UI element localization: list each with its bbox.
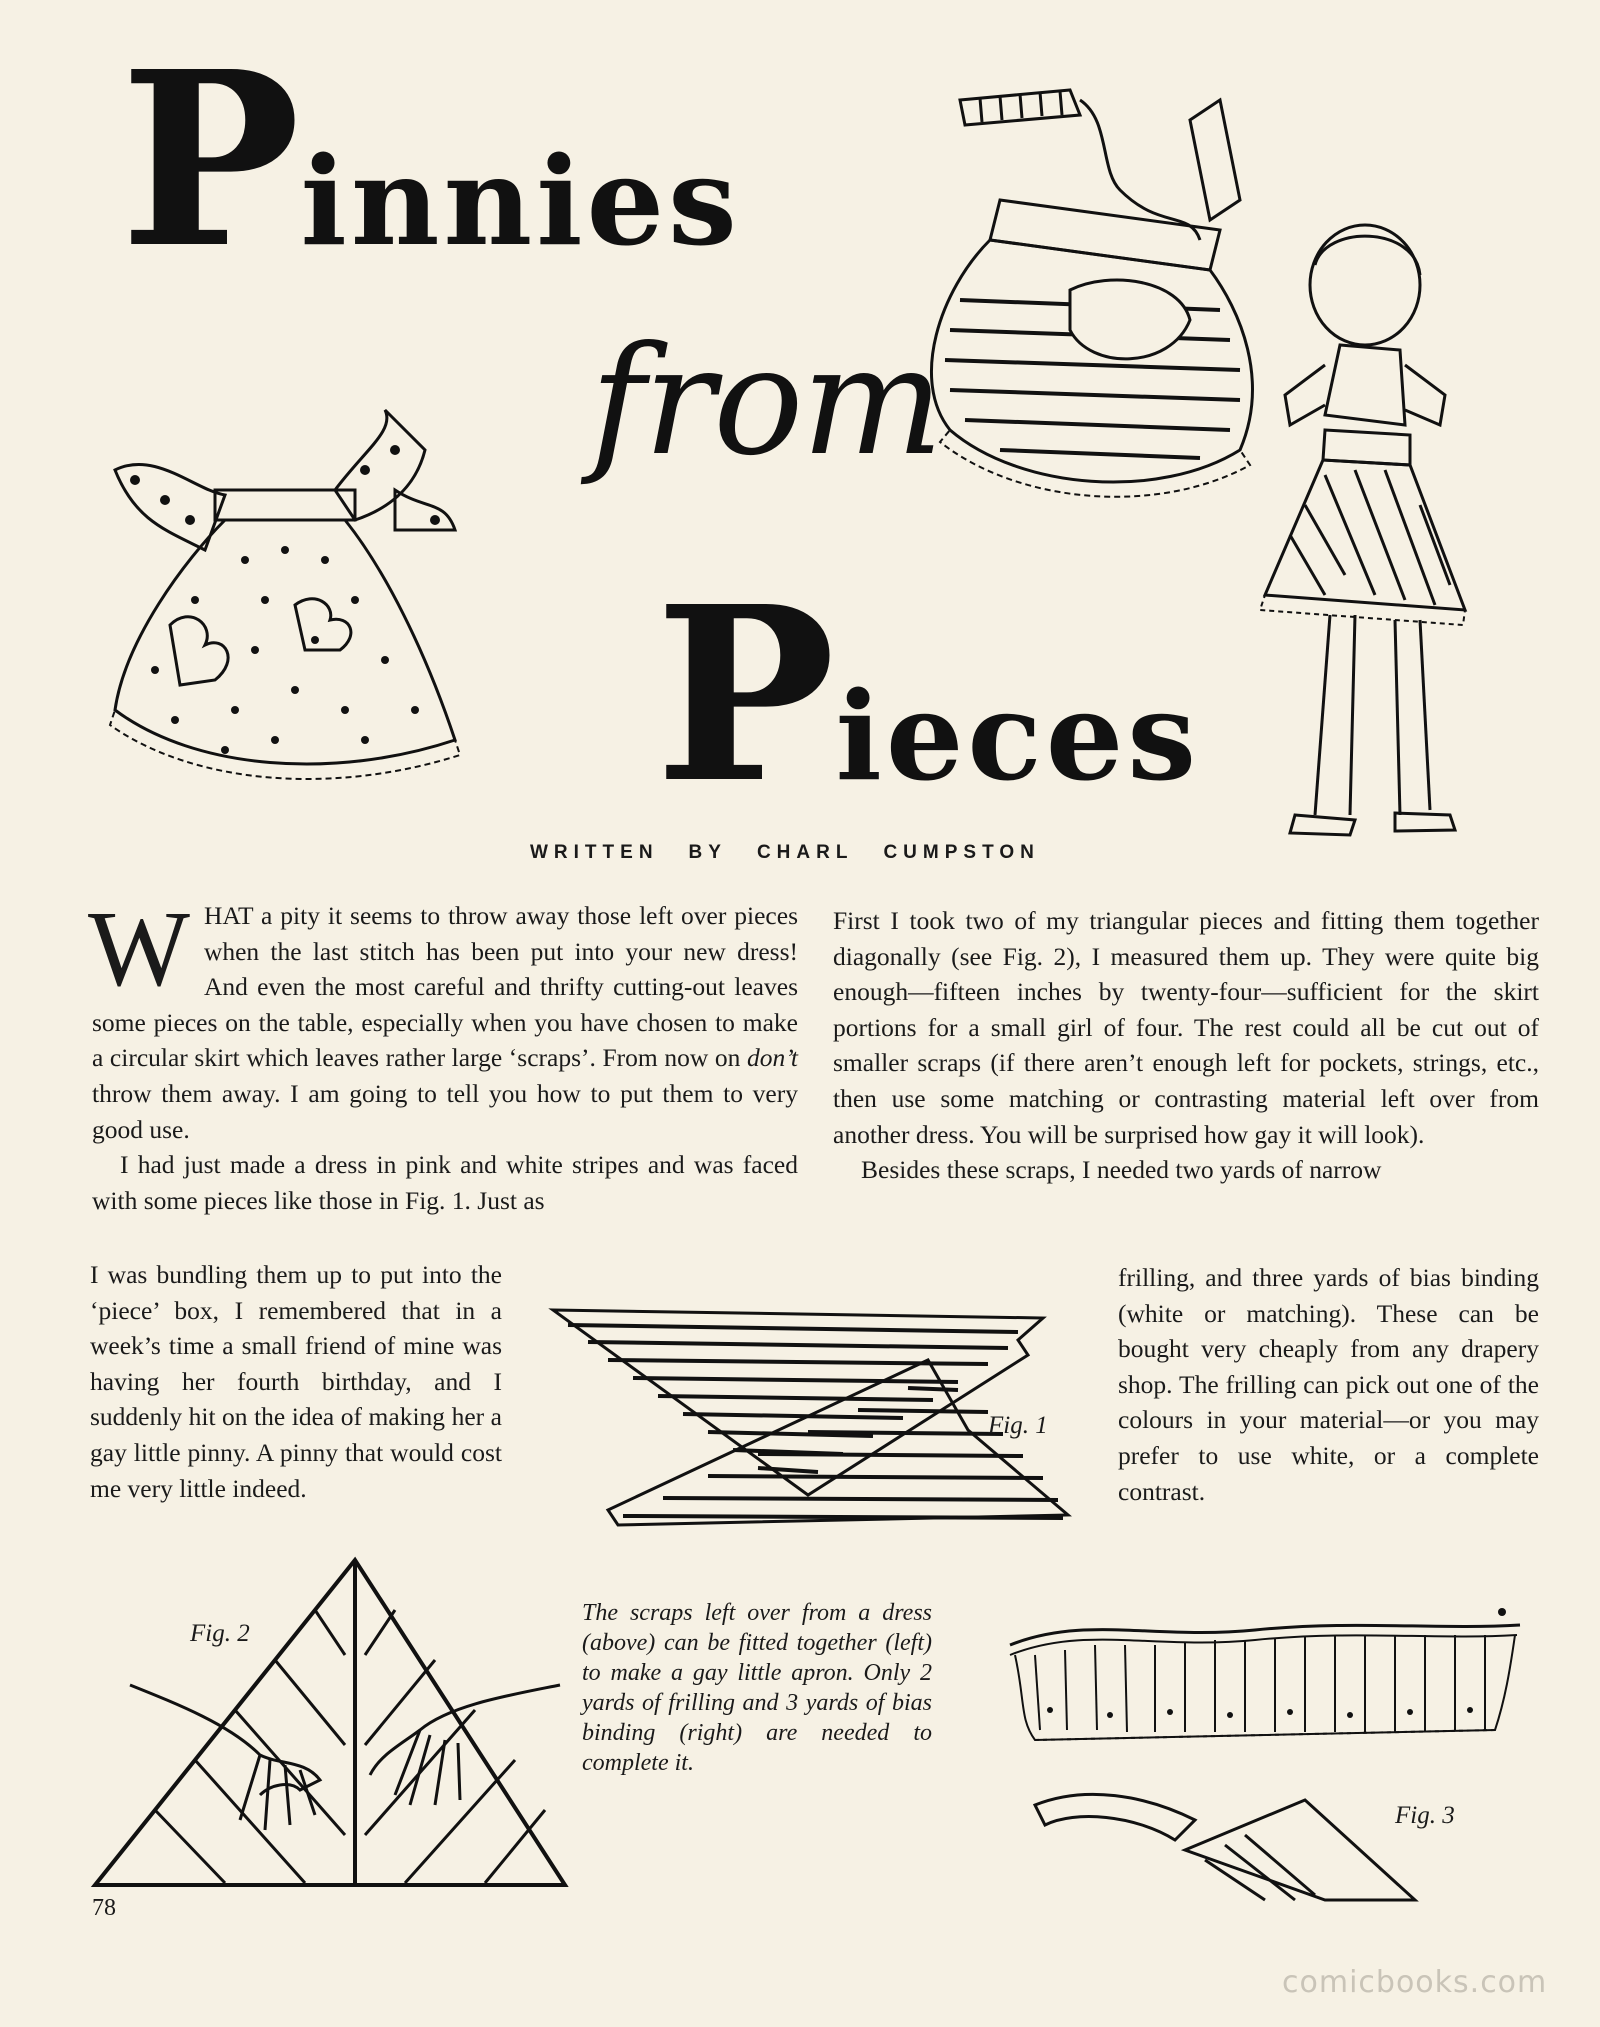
byline-author-last: CUMPSTON	[883, 842, 1040, 863]
title-word-ieces: ieces	[835, 664, 1201, 808]
figure-caption: The scraps left over from a dress (above) can be fitted together (left) to make a gay little apron. Only 2 yards of frilling and 3 yards of bias binding (right) are needed to complete it.	[582, 1600, 932, 1776]
column-left-narrow	[90, 1257, 502, 1506]
byline-by: BY	[688, 842, 727, 863]
paragraph-three: I was bundling them up to put into the ‘piece’ box, I remembered that in a week’s time a small friend of mine was having her fourth birthday, and I suddenly hit on the idea of making her a gay little pinny. A pinny that would cost me very little indeed.	[90, 1260, 502, 1503]
paragraph-intro-text: HAT a pity it seems to throw away those left over pieces when the last stitch has been put into your new dress! And even the most careful and thrifty cutting-out leaves some pieces on the table, especially when you have chosen to make a circular skirt which leaves rather large ‘scraps’. From now on	[92, 901, 798, 1073]
paragraph-right-two: Besides these scraps, I needed two yards of narrow	[861, 1155, 1382, 1185]
striped-apron-illustration	[920, 80, 1300, 510]
column-right-top	[833, 903, 1539, 1188]
title-initial-p: P	[120, 19, 301, 301]
title-line-pieces	[655, 554, 1201, 836]
byline-written: WRITTEN	[530, 842, 659, 863]
byline-author-first: CHARL	[756, 842, 854, 863]
fig3-frilling-binding-illustration	[1005, 1600, 1525, 1900]
emphasis-dont: don’t	[747, 1043, 799, 1073]
title-initial-p-2: P	[655, 554, 836, 836]
fig3-label: Fig. 3	[1395, 1802, 1455, 1829]
drop-cap: W	[88, 890, 190, 1009]
column-right-narrow	[1118, 1260, 1539, 1509]
fig1-label: Fig. 1	[988, 1412, 1048, 1439]
paragraph-right-one: First I took two of my triangular pieces and fitting them together diagonally (see Fig. 2), I measured them up. They were quite big enough—fifteen inches by twenty-four—sufficient for the skirt portions for a small girl of four. The rest could all be cut out of smaller scraps (if there aren’t enough left for pockets, strings, etc., then use some matching or contrasting material left over from another dress. You will be surprised how gay it will look).	[833, 906, 1539, 1149]
title-word-from: from	[590, 315, 942, 489]
title-word-innies: innies	[300, 129, 741, 273]
paragraph-intro	[88, 890, 799, 1147]
column-left-top	[88, 890, 799, 1218]
byline	[530, 842, 1070, 864]
fig2-label: Fig. 2	[190, 1620, 250, 1647]
fig2-fitting-pieces-illustration	[90, 1555, 570, 1885]
paragraph-intro-end: throw them away. I am going to tell you how to put them to very good use.	[92, 1078, 798, 1144]
title-line-pinnies	[120, 19, 741, 301]
paragraph-two: I had just made a dress in pink and white stripes and was faced with some pieces like those in Fig. 1. Just as	[92, 1150, 798, 1215]
girl-in-pinny-illustration	[1245, 215, 1495, 855]
paragraph-right-three: frilling, and three yards of bias binding (white or matching). These can be bought very cheaply from any drapery shop. The frilling can pick out one of the colours in your material—or you may prefer to use white, or a complete contrast.	[1118, 1263, 1539, 1506]
page-number: 78	[92, 1895, 116, 1921]
watermark: comicbooks.com	[1282, 1965, 1548, 2000]
polka-dot-apron-illustration	[95, 410, 475, 800]
